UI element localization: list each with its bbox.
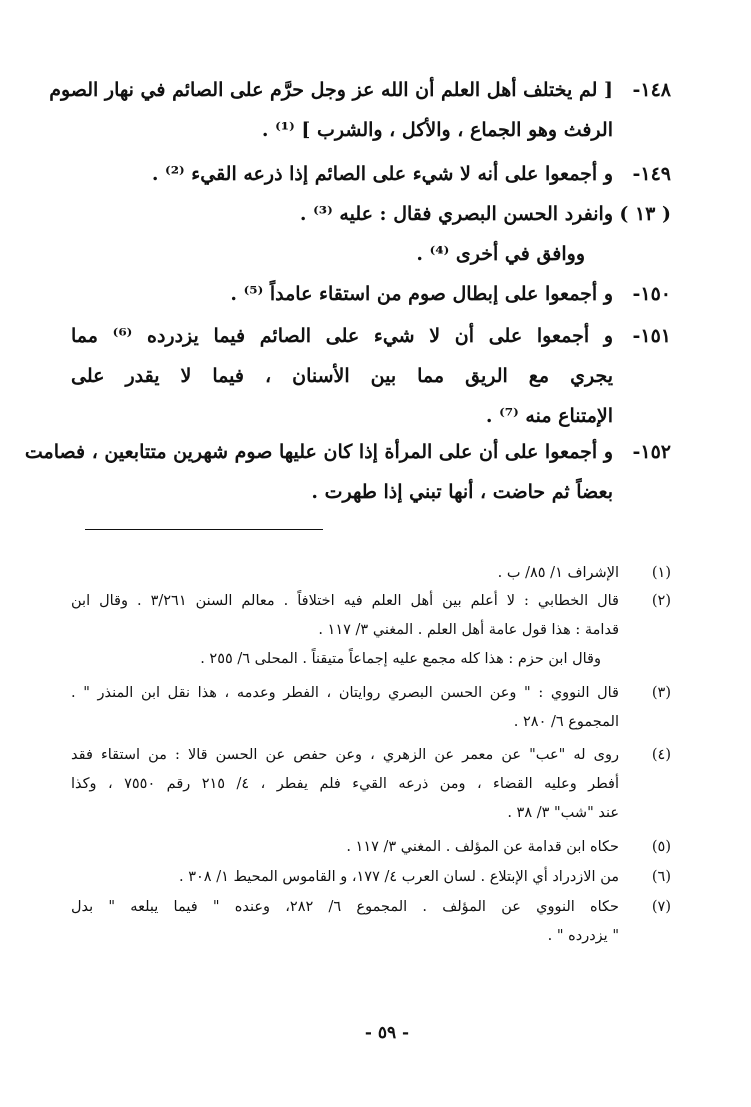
entry-number: ١٥٠- xyxy=(632,283,671,305)
footnote-number: (٤) xyxy=(651,747,671,763)
footnote-7: (٧) حكاه النووي عن المؤلف . المجموع ٦/ ٢٨٢، وعنده " فيما يبلعه " بدل " يزدرده " . xyxy=(71,899,671,944)
footnote-4: (٤) روى له "عب" عن معمر عن الزهري ، وعن حفص عن الحسن قالا : من استقاء فقد أفطر وعليه القضاء ، ومن ذرعه القيء فلم يفطر ، ٤/ ٢١٥ رقم ٧٥٥٠ ، وكذا عند "شب" ٣/ ٣٨ . xyxy=(71,747,671,821)
footnote-number: (٢) xyxy=(651,593,671,609)
entry-13-line-2: ووافق في أخرى ⁽⁴⁾ . xyxy=(416,243,585,265)
footnote-number: (١) xyxy=(651,565,671,581)
footnote-6: (٦) من الازدراد أي الإبتلاع . لسان العرب ٤/ ١٧٧، و القاموس المحيط ١/ ٣٠٨ . xyxy=(179,869,671,885)
entry-13-line-1: ( ١٣ ) وانفرد الحسن البصري فقال : عليه ⁽³⁾ . xyxy=(299,203,671,225)
entry-150-line-1: ١٥٠- و أجمعوا على إبطال صوم من استقاء عامداً ⁽⁵⁾ . xyxy=(230,283,671,305)
entry-148-line-2: الرفث وهو الجماع ، والأكل ، والشرب ] ⁽¹⁾ . xyxy=(261,119,613,141)
entry-number: ( ١٣ ) xyxy=(619,203,671,225)
entry-152-line-2: بعضاً ثم حاضت ، أنها تبني إذا طهرت . xyxy=(311,481,613,503)
footnote-2: (٢) قال الخطابي : لا أعلم بين أهل العلم فيه اختلافاً . معالم السنن ٣/٢٦١ . وقال ابن قدامة : هذا قول عامة أهل العلم . المغني ٣/ ١١٧ . وقال ابن حزم : هذا كله مجمع عليه إجماعاً متيقناً . المحلى ٦/ ٢٥٥ . xyxy=(71,593,671,667)
entry-151-line-2: يجري مع الريق مما بين الأسنان ، فيما لا يقدر على xyxy=(71,365,613,387)
entry-number: ١٤٩- xyxy=(632,163,671,185)
entry-number: ١٥١- xyxy=(632,325,671,347)
entry-151-line-3: الإمتناع منه ⁽⁷⁾ . xyxy=(485,405,613,427)
footnote-1: (١) الإشراف ١/ ٨٥/ ب . xyxy=(497,565,671,581)
footnote-3: (٣) قال النووي : " وعن الحسن البصري روايتان ، الفطر وعدمه ، هذا نقل ابن المنذر " . المجموع ٦/ ٢٨٠ . xyxy=(71,685,671,730)
footnote-number: (٥) xyxy=(651,839,671,855)
footnote-separator xyxy=(85,529,323,530)
footnote-number: (٧) xyxy=(651,899,671,915)
entry-149-line-1: ١٤٩- و أجمعوا على أنه لا شيء على الصائم إذا ذرعه القيء ⁽²⁾ . xyxy=(151,163,671,185)
entry-152-line-1: ١٥٢- و أجمعوا على أن على المرأة إذا كان عليها صوم شهرين متتابعين ، فصامت xyxy=(24,441,671,463)
entry-number: ١٥٢- xyxy=(632,441,671,463)
entry-148-line-1: ١٤٨- [ لم يختلف أهل العلم أن الله عز وجل حرَّم على الصائم في نهار الصوم xyxy=(49,79,671,101)
footnote-number: (٣) xyxy=(651,685,671,701)
footnote-number: (٦) xyxy=(651,869,671,885)
entry-151-line-1: ١٥١- و أجمعوا على أن لا شيء على الصائم فيما يزدرده ⁽⁶⁾ مما xyxy=(71,325,671,347)
page-number: - ٥٩ - xyxy=(364,1023,410,1043)
entry-number: ١٤٨- xyxy=(632,79,671,101)
footnote-5: (٥) حكاه ابن قدامة عن المؤلف . المغني ٣/ ١١٧ . xyxy=(346,839,671,855)
